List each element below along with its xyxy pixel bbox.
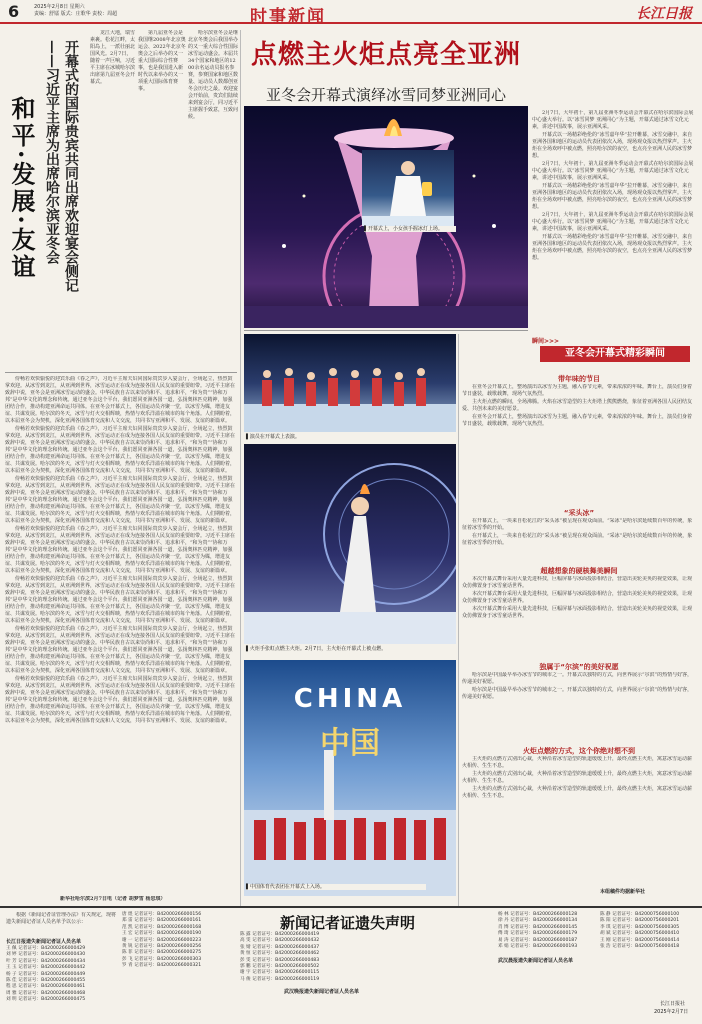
entry-name: 刘 明 记者证号：	[6, 997, 42, 1003]
block3-text: 在开幕式上，一块来自松花江的“采头冰”被呈现在观众面前。“采冰”是哈尔滨延续数百年的传统，象征着冰雪季的开始。 在开幕式上，一块来自松花江的“采头冰”被呈现在观众面前。“采冰”是哈尔滨延续数百年的传统，象征着冰雪季的开始。	[462, 518, 693, 546]
lantern-girl-illustration	[362, 150, 454, 226]
entry-id: B42000266000430	[41, 952, 86, 958]
block5-text: 哈尔滨是中国最早举办冰雪节的城市之一。开幕式以独特的方式，向世界展示“尔滨”的热情与好客，传递美好祝愿。 哈尔滨是中国最早举办冰雪节的城市之一。开幕式以独特的方式，向世界展示“尔滨”的热情与好客，传递美好祝愿。	[462, 672, 693, 700]
editor-credits: 责编：舒镭 版式：庄歌华 责校：周超	[34, 11, 118, 17]
notice-list-b	[122, 912, 238, 970]
page-number: 6	[8, 2, 20, 21]
entry-name: 范 凯 记者证号：	[122, 924, 158, 930]
entry-name: 易 涛 记者证号：	[498, 937, 534, 943]
block6-title: 火炬点燃的方式，这个你绝对想不到	[523, 747, 635, 755]
block1-title: 带年味的节目	[558, 375, 600, 383]
entry-id: B42000266000190	[157, 931, 202, 937]
entry-name: 王 佩 记者证号：	[6, 946, 42, 951]
page-header	[0, 0, 702, 27]
entry-id: B42000266000161	[157, 918, 202, 924]
entry-id: B42000266000303	[157, 956, 202, 962]
entry-id: B42000266000179	[533, 931, 578, 937]
entry-id: B42000266000502	[275, 964, 320, 970]
entry-id: B42000756000305	[635, 924, 680, 930]
entry-id: B42000756000414	[635, 937, 680, 943]
entry-name: 邓 娟 记者证号：	[498, 944, 534, 950]
entry-name: 陈 露 记者证号：	[240, 932, 276, 937]
entry-id: B42000266000275	[157, 950, 202, 956]
notice-divider	[0, 906, 702, 908]
entry-id: B42000266000145	[533, 924, 578, 930]
block4-text: 本次开幕式舞台采用大量先进科技，巨幅屏幕与冰面投影相结合，营造出美轮美奂的视觉效果，让观众仿佛置身于冰雪童话世界。 本次开幕式舞台采用大量先进科技，巨幅屏幕与冰面投影相结合，营造出美轮美奂的视觉效果，让观众仿佛置身于冰雪童话世界。 本次开幕式舞台采用大量先进科技，巨幅屏幕与冰面投影相结合，营造出美轮美奂的视觉效果，让观众仿佛置身于冰雪童话世界。	[462, 576, 693, 619]
entry-name: 黄 恒 记者证号：	[240, 951, 276, 957]
entry-name: 叶 芳 记者证号：	[6, 958, 42, 964]
entry-id: B42000266000461	[41, 984, 86, 990]
notice-intro: 根据《新闻记者证管理办法》有关规定，现将遗失新闻记者证人员名单予以公示：	[6, 912, 117, 925]
china-banner-cn: 中国	[320, 726, 380, 761]
performers-photo	[244, 334, 456, 432]
notice-entry	[6, 997, 122, 1003]
left-column-3: 哈尔滨亚冬会是继北京冬奥会后我国举办的又一重大综合性国际冰雪运动盛会。本届共34个国家和地区的1200余名运动员报名参赛，参赛国家和地区数量、运动员人数都创亚冬会历史之最。欢迎宴会开始前，贵宾们陆续来到宴会厅，同习近平主席握手致意，互致问候。	[188, 30, 238, 120]
divider	[5, 372, 237, 373]
left-byline: 新华社哈尔滨2月7日电（记者 胡梦雪 杨思琪）	[60, 896, 166, 902]
entry-id: B42000266000193	[533, 944, 578, 950]
entry-name: 张 浩 记者证号：	[600, 944, 636, 950]
torch-lighting-illustration	[244, 444, 456, 644]
left-column-1: 龙江大地，瑞雪素裹。松花江畔，太阳岛上，一派壮丽北国风光。2月7日，随着一声巨响，习近平主席在冰城哈尔滨出席第九届亚冬会开幕式。	[90, 30, 136, 85]
notice-org: 长江日报社	[660, 1001, 686, 1007]
block4-title: 超越想象的硬核舞美瞬间	[540, 567, 618, 575]
notice-list-e	[600, 912, 700, 950]
right-intro-col: 2月7日，大年初十，第九届亚洲冬季运动会开幕式在哈尔滨国际会展中心盛大举行。以“冰雪同梦 亚洲同心”为主题，开幕式通过冰雪文化元素，讲述中国故事，展示亚洲风采。 开幕式以一场精彩绝伦的“冰雪嘉年华”拉开帷幕，冰雪交融中，来自亚洲各国和地区的运动员代表团依次入场，现场观众报以热烈掌声。主火炬在全场欢呼中被点燃，照亮哈尔滨的夜空，也点亮全亚洲人民的冰雪梦想。 2月7日，大年初十，第九届亚洲冬季运动会开幕式在哈尔滨国际会展中心盛大举行。以“冰雪同梦 亚洲同心”为主题，开幕式通过冰雪文化元素，讲述中国故事，展示亚洲风采。 开幕式以一场精彩绝伦的“冰雪嘉年华”拉开帷幕，冰雪交融中，来自亚洲各国和地区的运动员代表团依次入场，现场观众报以热烈掌声。主火炬在全场欢呼中被点燃，照亮哈尔滨的夜空，也点亮全亚洲人民的冰雪梦想。 2月7日，大年初十，第九届亚洲冬季运动会开幕式在哈尔滨国际会展中心盛大举行。以“冰雪同梦 亚洲同心”为主题，开幕式通过冰雪文化元素，讲述中国故事，展示亚洲风采。 开幕式以一场精彩绝伦的“冰雪嘉年华”拉开帷幕，冰雪交融中，来自亚洲各国和地区的运动员代表团依次入场，现场观众报以热烈掌声。主火炬在全场欢呼中被点燃，照亮哈尔滨的夜空，也点亮全亚洲人民的冰雪梦想。	[532, 110, 694, 261]
entry-name: 罗 青 记者证号：	[122, 963, 158, 969]
notice-entry	[498, 944, 608, 950]
entry-id: B42000266000223	[157, 937, 202, 943]
notice-entry	[240, 977, 362, 983]
block5-title: 独属于“尔滨”的美好祝愿	[539, 663, 619, 671]
entry-name: 王 刚 记者证号：	[600, 937, 636, 943]
entry-name: 周 雅 记者证号：	[6, 990, 42, 996]
section-banner: 亚冬会开幕式精彩瞬间	[540, 346, 690, 362]
entry-id: B42000266000156	[157, 912, 202, 917]
block6-text: 主火炬的点燃方式别出心裁，火种沿着冰雪造型的轨道缓缓上升，最终点燃主火炬，寓意冰雪运动薪火相传、生生不息。 主火炬的点燃方式别出心裁，火种沿着冰雪造型的轨道缓缓上升，最终点燃主火炬，寓意冰雪运动薪火相传、生生不息。 主火炬的点燃方式别出心裁，火种沿着冰雪造型的轨道缓缓上升，最终点燃主火炬，寓意冰雪运动薪火相传、生生不息。	[462, 756, 693, 799]
notice-date: 2025年2月7日	[654, 1009, 689, 1015]
notice-entry	[122, 963, 238, 969]
left-main-title: 和平·发展·友谊	[7, 96, 36, 281]
right-headline: 点燃主火炬点亮全亚洲	[250, 40, 521, 70]
entry-id: B42000266000455	[41, 978, 86, 984]
entry-id: B42000266000442	[41, 965, 86, 971]
entry-id: B42000756000410	[635, 931, 680, 937]
notice-unit-3: 武汉晨报遗失新闻记者证人员名单	[498, 958, 574, 964]
entry-name: 郑 雷 记者证号：	[122, 918, 158, 924]
block3-title: “采头冰”	[563, 509, 595, 517]
entry-id: B42000266000462	[275, 951, 320, 957]
notice-entry	[600, 944, 700, 950]
entry-name: 杨 林 记者证号：	[498, 912, 534, 917]
entry-name: 马 俊 记者证号：	[240, 976, 276, 982]
left-column-2: 第九届亚冬会是我国继2008年北京奥运会、2022年北京冬奥会之后举办的又一重大国际综合性赛事，也是我国进入新时代以来举办的又一项重大国际体育赛事。	[138, 30, 186, 92]
left-sub-title-2: ——习近平主席为出席哈尔滨亚冬会	[44, 40, 60, 264]
entry-name: 彭 飞 记者证号：	[122, 956, 158, 962]
entry-name: 高 雯 记者证号：	[240, 938, 276, 944]
entry-id: B42000756000418	[635, 944, 680, 950]
notice-unit-1: 长江日报遗失新闻记者证人员名单	[6, 939, 82, 945]
entry-id: B42000266000437	[275, 944, 320, 950]
entry-name: 徐 丹 记者证号：	[498, 918, 534, 924]
entry-name: 陈 菲 记者证号：	[122, 950, 158, 956]
china-banner-text: CHINA	[293, 684, 407, 714]
caption-delegation: ▌中国体育代表团在开幕式上入场。	[246, 884, 426, 890]
entry-id: B42000266000115	[275, 970, 320, 976]
column-divider	[240, 30, 241, 906]
entry-name: 陈 阳 记者证号：	[600, 918, 636, 924]
torch-lighting-photo	[244, 444, 456, 644]
entry-name: 郭 鹏 记者证号：	[240, 964, 276, 970]
caption-torch-lighting: ▌火炬手张虹点燃主火炬。2月7日，主火炬在开幕式上被点燃。	[246, 646, 458, 652]
left-body: 侍畅若欢快愉悦的迎宾乐曲《春之声》，习近平主席夫妇同国际贵宾步入宴会厅，全场起立，热烈鼓掌欢迎。从冰雪到龙江，从亚洲到世界，冰雪运动正在成为连接各国人民友谊的重要纽带。习近平主席在致辞中说，亚冬会是亚洲冰雪运动的盛会。中华民族自古以来崇尚和平、追求和平，“和为贵”“协和万邦”是中华文化的理念和传统。通过亚冬会这个平台，我们愿同亚洲各国一道，弘扬奥林匹克精神，加强团结合作，推动构建亚洲命运共同体。在亚冬会开幕式上，各国运动员齐聚一堂，以冰雪为媒，增进友谊、共谋发展。哈尔滨的冬天，冰雪与灯火交相辉映，热情与欢乐洋溢在城市的每个角落。人们期盼着，以本届亚冬会为契机，深化亚洲各国体育交流和人文交流，共同书写亚洲和平、发展、友谊的新篇章。 侍畅若欢快愉悦的迎宾乐曲《春之声》，习近平主席夫妇同国际贵宾步入宴会厅，全场起立，热烈鼓掌欢迎。从冰雪到龙江，从亚洲到世界，冰雪运动正在成为连接各国人民友谊的重要纽带。习近平主席在致辞中说，亚冬会是亚洲冰雪运动的盛会。中华民族自古以来崇尚和平、追求和平，“和为贵”“协和万邦”是中华文化的理念和传统。通过亚冬会这个平台，我们愿同亚洲各国一道，弘扬奥林匹克精神，加强团结合作，推动构建亚洲命运共同体。在亚冬会开幕式上，各国运动员齐聚一堂，以冰雪为媒，增进友谊、共谋发展。哈尔滨的冬天，冰雪与灯火交相辉映，热情与欢乐洋溢在城市的每个角落。人们期盼着，以本届亚冬会为契机，深化亚洲各国体育交流和人文交流，共同书写亚洲和平、发展、友谊的新篇章。 侍畅若欢快愉悦的迎宾乐曲《春之声》，习近平主席夫妇同国际贵宾步入宴会厅，全场起立，热烈鼓掌欢迎。从冰雪到龙江，从亚洲到世界，冰雪运动正在成为连接各国人民友谊的重要纽带。习近平主席在致辞中说，亚冬会是亚洲冰雪运动的盛会。中华民族自古以来崇尚和平、追求和平，“和为贵”“协和万邦”是中华文化的理念和传统。通过亚冬会这个平台，我们愿同亚洲各国一道，弘扬奥林匹克精神，加强团结合作，推动构建亚洲命运共同体。在亚冬会开幕式上，各国运动员齐聚一堂，以冰雪为媒，增进友谊、共谋发展。哈尔滨的冬天，冰雪与灯火交相辉映，热情与欢乐洋溢在城市的每个角落。人们期盼着，以本届亚冬会为契机，深化亚洲各国体育交流和人文交流，共同书写亚洲和平、发展、友谊的新篇章。 侍畅若欢快愉悦的迎宾乐曲《春之声》，习近平主席夫妇同国际贵宾步入宴会厅，全场起立，热烈鼓掌欢迎。从冰雪到龙江，从亚洲到世界，冰雪运动正在成为连接各国人民友谊的重要纽带。习近平主席在致辞中说，亚冬会是亚洲冰雪运动的盛会。中华民族自古以来崇尚和平、追求和平，“和为贵”“协和万邦”是中华文化的理念和传统。通过亚冬会这个平台，我们愿同亚洲各国一道，弘扬奥林匹克精神，加强团结合作，推动构建亚洲命运共同体。在亚冬会开幕式上，各国运动员齐聚一堂，以冰雪为媒，增进友谊、共谋发展。哈尔滨的冬天，冰雪与灯火交相辉映，热情与欢乐洋溢在城市的每个角落。人们期盼着，以本届亚冬会为契机，深化亚洲各国体育交流和人文交流，共同书写亚洲和平、发展、友谊的新篇章。 侍畅若欢快愉悦的迎宾乐曲《春之声》，习近平主席夫妇同国际贵宾步入宴会厅，全场起立，热烈鼓掌欢迎。从冰雪到龙江，从亚洲到世界，冰雪运动正在成为连接各国人民友谊的重要纽带。习近平主席在致辞中说，亚冬会是亚洲冰雪运动的盛会。中华民族自古以来崇尚和平、追求和平，“和为贵”“协和万邦”是中华文化的理念和传统。通过亚冬会这个平台，我们愿同亚洲各国一道，弘扬奥林匹克精神，加强团结合作，推动构建亚洲命运共同体。在亚冬会开幕式上，各国运动员齐聚一堂，以冰雪为媒，增进友谊、共谋发展。哈尔滨的冬天，冰雪与灯火交相辉映，热情与欢乐洋溢在城市的每个角落。人们期盼着，以本届亚冬会为契机，深化亚洲各国体育交流和人文交流，共同书写亚洲和平、发展、友谊的新篇章。 侍畅若欢快愉悦的迎宾乐曲《春之声》，习近平主席夫妇同国际贵宾步入宴会厅，全场起立，热烈鼓掌欢迎。从冰雪到龙江，从亚洲到世界，冰雪运动正在成为连接各国人民友谊的重要纽带。习近平主席在致辞中说，亚冬会是亚洲冰雪运动的盛会。中华民族自古以来崇尚和平、追求和平，“和为贵”“协和万邦”是中华文化的理念和传统。通过亚冬会这个平台，我们愿同亚洲各国一道，弘扬奥林匹克精神，加强团结合作，推动构建亚洲命运共同体。在亚冬会开幕式上，各国运动员齐聚一堂，以冰雪为媒，增进友谊、共谋发展。哈尔滨的冬天，冰雪与灯火交相辉映，热情与欢乐洋溢在城市的每个角落。人们期盼着，以本届亚冬会为契机，深化亚洲各国体育交流和人文交流，共同书写亚洲和平、发展、友谊的新篇章。 侍畅若欢快愉悦的迎宾乐曲《春之声》，习近平主席夫妇同国际贵宾步入宴会厅，全场起立，热烈鼓掌欢迎。从冰雪到龙江，从亚洲到世界，冰雪运动正在成为连接各国人民友谊的重要纽带。习近平主席在致辞中说，亚冬会是亚洲冰雪运动的盛会。中华民族自古以来崇尚和平、追求和平，“和为贵”“协和万邦”是中华文化的理念和传统。通过亚冬会这个平台，我们愿同亚洲各国一道，弘扬奥林匹克精神，加强团结合作，推动构建亚洲命运共同体。在亚冬会开幕式上，各国运动员齐聚一堂，以冰雪为媒，增进友谊、共谋发展。哈尔滨的冬天，冰雪与灯火交相辉映，热情与欢乐洋溢在城市的每个角落。人们期盼着，以本届亚冬会为契机，深化亚洲各国体育交流和人文交流，共同书写亚洲和平、发展、友谊的新篇章。	[5, 376, 236, 724]
entry-name: 肖 博 记者证号：	[498, 924, 534, 930]
entry-name: 张 婧 记者证号：	[240, 944, 276, 950]
entry-id: B42000756000100	[635, 912, 680, 917]
entry-id: B42000266000468	[41, 990, 86, 996]
entry-name: 陈 静 记者证号：	[600, 912, 636, 917]
entry-name: 刘 婷 记者证号：	[6, 952, 42, 958]
entry-id: B42000266000449	[41, 971, 86, 977]
entry-name: 程 思 记者证号：	[6, 984, 42, 990]
notice-list-c	[240, 932, 362, 983]
entry-name: 唐 煜 记者证号：	[122, 912, 158, 917]
notice-title: 新闻记者证遗失声明	[280, 914, 416, 932]
entry-id: B42000266000134	[533, 918, 578, 924]
section-title: 时事新闻	[250, 7, 326, 27]
entry-id: B42000266000432	[275, 938, 320, 944]
issue-date: 2025年2月8日 星期六	[34, 4, 85, 10]
block1-text: 在亚冬会开幕式上，整场演出以冰雪为主题，融入春节元素，带来浓浓的年味。舞台上，演员们身着节日盛装，载歌载舞，现场气氛热烈。 主火炬点燃的瞬间，全场沸腾。火焰在冰雪造型的主火炬塔上熊熊燃烧，象征着亚洲各国人民团结友爱、共创未来的美好愿景。 在亚冬会开幕式上，整场演出以冰雪为主题，融入春节元素，带来浓浓的年味。舞台上，演员们身着节日盛装，载歌载舞，现场气氛热烈。	[462, 384, 693, 427]
entry-id: B42000266000256	[157, 944, 202, 950]
china-delegation-photo	[244, 660, 456, 896]
performers-illustration	[244, 334, 456, 432]
entry-id: B42000266000168	[157, 924, 202, 930]
section-label: 瞬间>>>	[532, 338, 560, 345]
right-byline: 本组稿件均据新华社	[600, 889, 646, 895]
right-subheadline: 亚冬会开幕式演绎冰雪同梦亚洲同心	[265, 86, 506, 104]
entry-name: 陈 佳 记者证号：	[6, 978, 42, 984]
entry-name: 李 琪 记者证号：	[600, 924, 636, 930]
caption-performers: ▌演员在开幕式上表演。	[246, 434, 458, 440]
entry-name: 傅 琦 记者证号：	[498, 931, 534, 937]
entry-id: B42000266000321	[157, 963, 202, 969]
entry-name: 谢 宇 记者证号：	[240, 970, 276, 976]
notice-list-d	[498, 912, 608, 950]
entry-name: 黄 锐 记者证号：	[122, 944, 158, 950]
entry-id: B42000266000475	[41, 997, 86, 1003]
entry-id: B42000266000483	[275, 957, 320, 963]
notice-list-a	[6, 946, 122, 1004]
notice-unit-2: 武汉晚报遗失新闻记者证人员名单	[284, 989, 360, 995]
entry-id: B42000756000201	[635, 918, 680, 924]
entry-id: B42000266000429	[41, 946, 86, 951]
entry-id: B42000266000119	[275, 976, 320, 982]
lantern-girl-photo	[362, 150, 454, 226]
left-sub-title: 开幕式的国际贵宾共同出席欢迎宴会侧记	[63, 40, 79, 292]
entry-name: 胡 斌 记者证号：	[600, 931, 636, 937]
entry-id: B42000266000128	[533, 912, 578, 917]
entry-id: B42000266000419	[275, 932, 320, 937]
entry-name: 王 玉 记者证号：	[6, 965, 42, 971]
newspaper-logo: 长江日报	[636, 6, 692, 22]
entry-name: 杨 子 记者证号：	[6, 971, 42, 977]
caption-lantern-girl: ▌开幕式上，小女孩手握冰灯上场。	[364, 226, 456, 232]
entry-name: 王 宏 记者证号：	[122, 931, 158, 937]
entry-id: B42000266000434	[41, 958, 86, 964]
entry-name: 彭 雯 记者证号：	[240, 957, 276, 963]
entry-name: 谢 一 记者证号：	[122, 937, 158, 943]
entry-id: B42000266000187	[533, 937, 578, 943]
